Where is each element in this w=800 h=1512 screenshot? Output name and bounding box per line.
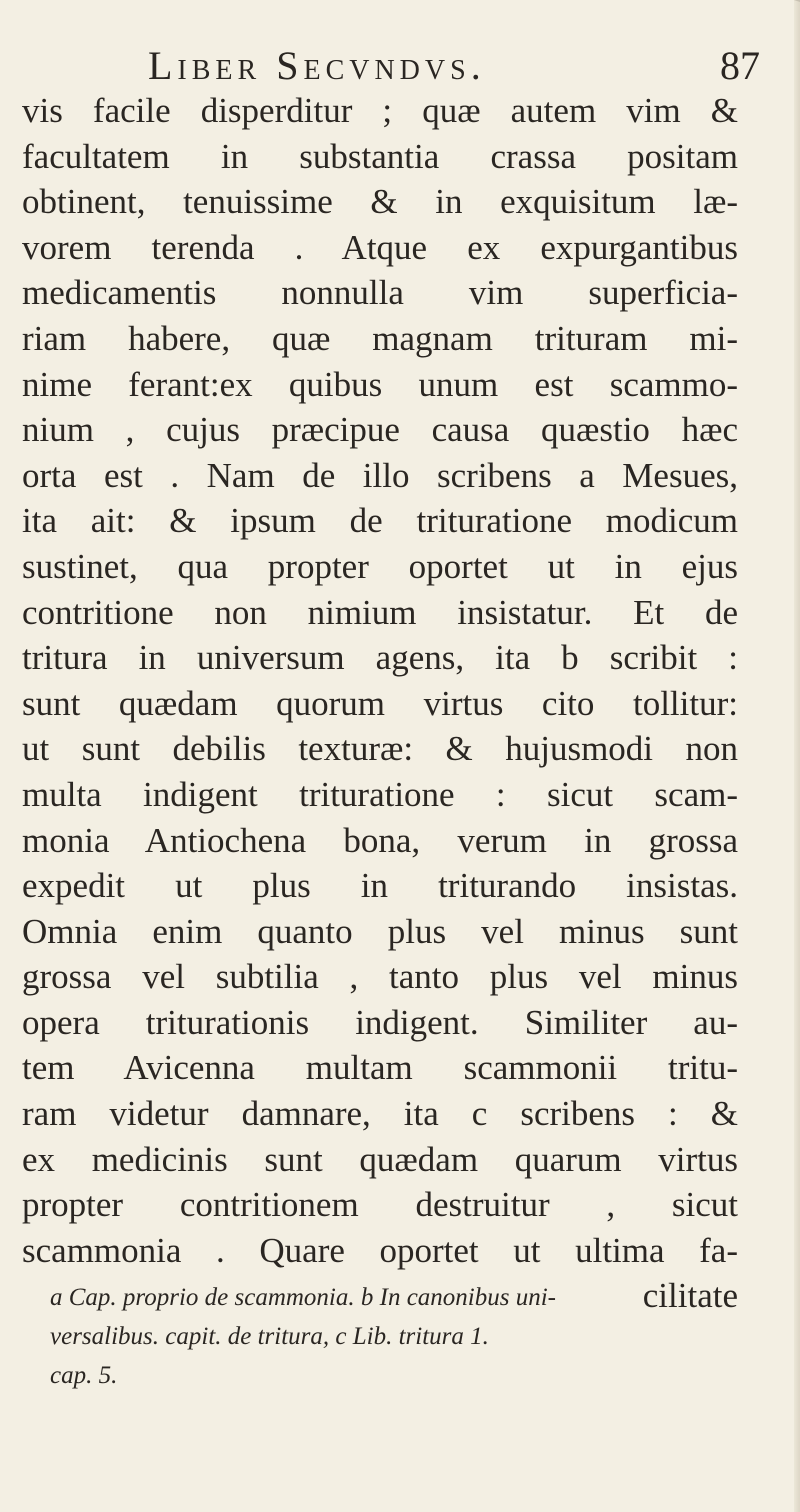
text-line: contritione non nimium insistatur. Et de — [22, 592, 738, 632]
footnotes — [50, 1278, 740, 1395]
text-line: expedit ut plus in triturando insistas. — [22, 866, 738, 906]
text-line: ut sunt debilis texturæ: & hujusmodi non — [22, 729, 738, 769]
text-line: Omnia enim quanto plus vel minus sunt — [22, 911, 738, 951]
catchword-line: cilitate — [642, 1276, 738, 1316]
footnote-line: a Cap. proprio de scammonia. b In canonibus uni- — [50, 1284, 556, 1311]
body-text — [22, 88, 738, 1319]
text-line: facultatem in substantia crassa positam — [22, 136, 738, 176]
page-edge — [794, 0, 800, 1512]
footnote-line: versalibus. capit. de tritura, c Lib. tritura 1. — [50, 1323, 489, 1350]
page-header — [20, 36, 760, 92]
running-title: Liber Secvndvs. — [148, 43, 486, 88]
text-line: sustinet, qua propter oportet ut in ejus — [22, 546, 738, 586]
text-line: grossa vel subtilia , tanto plus vel minus — [22, 957, 738, 997]
text-line: nium , cujus præcipue causa quæstio hæc — [22, 410, 738, 450]
corner-fold — [730, 0, 800, 30]
text-line: vorem terenda . Atque ex expurgantibus — [22, 227, 738, 267]
text-line: nime ferant:ex quibus unum est scammo- — [22, 364, 738, 404]
text-line: ita ait: & ipsum de trituratione modicum — [22, 501, 738, 541]
text-line: opera triturationis indigent. Similiter au- — [22, 1002, 738, 1042]
text-line: propter contritionem destruitur , sicut — [22, 1185, 738, 1225]
text-line: medicamentis nonnulla vim superficia- — [22, 273, 738, 313]
footnote-line: cap. 5. — [50, 1362, 118, 1389]
text-line: tem Avicenna multam scammonii tritu- — [22, 1048, 738, 1088]
text-line: multa indigent trituratione : sicut scam- — [22, 774, 738, 814]
text-line: ex medicinis sunt quædam quarum virtus — [22, 1139, 738, 1179]
text-line: sunt quædam quorum virtus cito tollitur: — [22, 683, 738, 723]
text-line: ram videtur damnare, ita c scribens : & — [22, 1094, 738, 1134]
page-number: 87 — [720, 43, 760, 88]
text-line: orta est . Nam de illo scribens a Mesues, — [22, 455, 738, 495]
text-line: tritura in universum agens, ita b scribit : — [22, 638, 738, 678]
text-line: riam habere, quæ magnam trituram mi- — [22, 318, 738, 358]
text-line: scammonia . Quare oportet ut ultima fa- — [22, 1230, 738, 1270]
text-line: monia Antiochena bona, verum in grossa — [22, 820, 738, 860]
text-line: obtinent, tenuissime & in exquisitum læ- — [22, 182, 738, 222]
text-line: vis facile disperditur ; quæ autem vim & — [22, 91, 738, 130]
